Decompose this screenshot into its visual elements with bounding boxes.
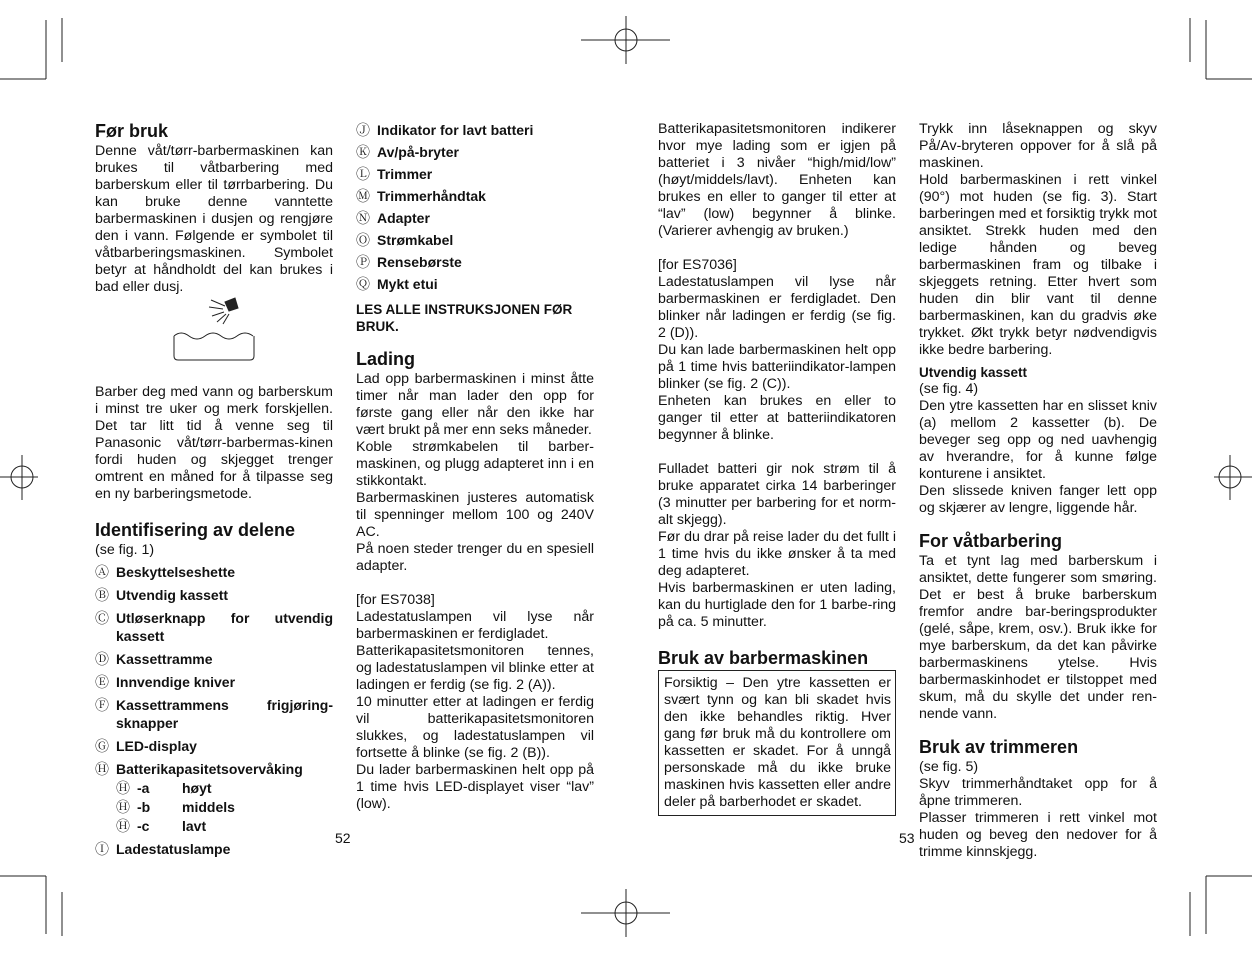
part-subitem: Ⓗ -a høyt xyxy=(116,780,212,796)
part-item: Ⓝ Adapter xyxy=(356,210,430,226)
part-item: Ⓕ Kassettrammens frigjøring-sknapper xyxy=(95,697,333,731)
charging-p4: På noen steder trenger du en spesiell adapter. xyxy=(356,541,594,574)
full-battery-text: Fulladet batteri gir nok strøm til å bruke apparatet cirka 14 barberinger (3 minutter per barbering for et norm-alt skjegg). xyxy=(658,461,896,528)
section-heading-before-use: Før bruk xyxy=(95,121,169,141)
page-number-left: 52 xyxy=(335,830,351,846)
page-number-right: 53 xyxy=(899,830,915,846)
part-item: Ⓙ Indikator for lavt batteri xyxy=(356,122,534,138)
trimmer-p1: Skyv trimmerhåndtaket opp for å åpne trimmeren. xyxy=(919,776,1157,809)
part-item: Ⓓ Kassettramme xyxy=(95,651,213,667)
battery-monitor-text: Batterikapasitetsmonitoren indikerer hvor mye lading som er igjen på batteriet i 3 nivåer “high/mid/low” (høyt/middels/lavt). Enheten kan brukes en eller to ganger til etter at “lav” (low) begynner å blinke. (Varierer avhengig av bruken.) xyxy=(658,121,896,239)
outer-see-fig: (se fig. 4) xyxy=(919,381,979,397)
charging-p1: Lad opp barbermaskinen i minst åtte timer når man lader den opp for første gang eller når den ikke har vært brukt på mer enn seks måneder. xyxy=(356,371,594,438)
column-3 xyxy=(658,121,896,816)
caution-box xyxy=(658,670,896,816)
parts-see-fig: (se fig. 1) xyxy=(95,542,155,558)
part-item: Ⓠ Mykt etui xyxy=(356,276,438,292)
section-heading-trimmer: Bruk av trimmeren xyxy=(919,737,1079,757)
outer-cassette-heading: Utvendig kassett xyxy=(919,365,1028,380)
part-subitem: Ⓗ -c lavt xyxy=(116,818,207,834)
trimmer-see-fig: (se fig. 5) xyxy=(919,759,979,775)
part-item: Ⓖ LED-display xyxy=(95,738,197,754)
es7036-label: [for ES7036] xyxy=(658,257,737,273)
using-p1: Trykk inn låseknappen og skyv På/Av-bryteren oppover for å slå på maskinen. xyxy=(919,121,1157,171)
section-heading-wet: For våtbarbering xyxy=(919,531,1063,551)
part-subitem: Ⓗ -b middels xyxy=(116,799,235,815)
charging-p3: Barbermaskinen justeres automatisk til spenninger mellom 100 og 240V AC. xyxy=(356,490,594,540)
charging-p2: Koble strømkabelen til barber-maskinen, og plugg adapteret inn i en stikkontakt. xyxy=(356,439,594,489)
charging-p8: Du lader barbermaskinen helt opp på 1 time hvis LED-displayet viser “lav” (low). xyxy=(356,762,594,812)
column-2 xyxy=(356,121,594,813)
part-item: Ⓐ Beskyttelseshette xyxy=(95,564,236,580)
before-use-intro: Denne våt/tørr-barbermaskinen kan brukes til våtbarbering med barberskum eller til tørrbarbering. Du kan bruke denne vanntette barbermaskinen i dusjen og rengjøre den i vann. Følgende er symbolet til våtbarberingsmaskinen. Symbolet betyr at håndholdt del kan brukes i bad eller dusj. xyxy=(95,143,333,295)
travel-text: Før du drar på reise lader du det fullt i 1 time hvis du ikke ønsker å ta med deg adapteret. xyxy=(658,529,896,579)
part-item: Ⓚ Av/på-bryter xyxy=(356,144,459,160)
es7036-p2: Ladestatuslampen vil lyse når barbermaskinen er ferdigladet. Den blinker når ladingen er ferdig (se fig. 2 (D)). xyxy=(658,274,896,341)
outer-p1: Den ytre kassetten har en slisset kniv (a) mellom 2 kassetter (b). De beveger seg opp og ned uavhengig av hverandre, for å kunne følge konturene i ansiktet. xyxy=(919,398,1157,482)
wet-p1: Ta et tynt lag med barberskum i ansiktet, dette fungerer som smøring. Det er best å bruke barberskum fremfor andre bar-beringsprodukter (gelé, såpe, krem, osv.). Bruk ikke for mye barberskum, da det kan påvirke barbermaskinens ytelse. Hvis barbermaskinhodet er tilstoppet med skum, må du skylle det under ren-nende vann. xyxy=(919,553,1157,722)
outer-p2: Den slissede kniven fanger lett opp og skjærer av lengre, liggende hår. xyxy=(919,483,1157,516)
column-4 xyxy=(919,121,1157,861)
part-item: Ⓘ Ladestatuslampe xyxy=(95,841,231,857)
es7038-label: [for ES7038] xyxy=(356,592,435,608)
charging-p5: Ladestatuslampen vil lyse når barbermaskinen er ferdigladet. xyxy=(356,609,594,642)
caution-text: Forsiktig – Den ytre kassetten er svært tynn og kan bli skadet hvis den ikke behandles riktig. Hver gang før bruk må du kontrollere om kassetten er skadet. For å unngå personskade må du ikke bruke maskinen hvis kassetten eller andre deler på barberhodet er skadet. xyxy=(664,675,891,810)
trimmer-p2: Plasser trimmeren i rett vinkel mot huden og beveg den nedover for å trimme kinnskjegg. xyxy=(919,810,1157,860)
column-1 xyxy=(95,121,333,863)
charging-p6: Batterikapasitetsmonitoren tennes, og ladestatuslampen vil blinke etter at ladingen er ferdig (se fig. 2 (A)). xyxy=(356,643,594,693)
using-p2: Hold barbermaskinen i rett vinkel (90°) mot huden (se fig. 3). Start barberingen med et forsiktig trykk mot ansiktet. Strekk huden med den ledige hånden og beveg barbermaskinen fram og tilbake i skjeggets retning. Etter hvert som huden din blir vant til denne barbermaskinen, kan du gradvis øke trykket. Økt trykk betyr nødvendigvis ikke bedre barbering. xyxy=(919,172,1157,358)
section-heading-parts: Identifisering av delene xyxy=(95,520,296,540)
charging-p7: 10 minutter etter at ladingen er ferdig vil batterikapasitetsmonitoren slukkes, og ladestatuslampen vil fortsette å blinke (se fig. 2 (B)). xyxy=(356,694,594,761)
section-heading-charging: Lading xyxy=(356,349,415,369)
part-item: Ⓜ Trimmerhåndtak xyxy=(356,188,486,204)
part-item: Ⓔ Innvendige kniver xyxy=(95,674,236,690)
part-item: Ⓞ Strømkabel xyxy=(356,232,454,248)
es7036-p4: Enheten kan brukes en eller to ganger til etter at batteriindikatoren begynner å blinke. xyxy=(658,393,896,443)
quick-charge-text: Hvis barbermaskinen er uten lading, kan du hurtiglade den for 1 barbe-ring på ca. 5 minutter. xyxy=(658,580,896,630)
read-all-notice: LES ALLE INSTRUKSJONEN FØR BRUK. xyxy=(356,302,573,334)
before-use-text2: Barber deg med vann og barberskum i minst tre uker og merk forskjellen. Det tar litt tid å venne seg til Panasonic våt/tørr-barbermas-kinen fordi huden og skjegget trenger omtrent en måned for å tilpasse seg en ny barberingsmetode. xyxy=(95,384,333,502)
es7036-p3: Du kan lade barbermaskinen helt opp på 1 time hvis batteriindikator-lampen blinker (se fig. 2 (C)). xyxy=(658,342,896,392)
part-item: Ⓑ Utvendig kassett xyxy=(95,587,229,603)
part-item: Ⓒ Utløserknapp for utvendig kassett xyxy=(95,610,333,644)
section-heading-using: Bruk av barbermaskinen xyxy=(658,648,869,668)
part-item: Ⓟ Rensebørste xyxy=(356,254,462,270)
shower-bath-icon xyxy=(95,296,333,384)
part-item: Ⓛ Trimmer xyxy=(356,166,433,182)
part-item: Ⓗ Batterikapasitetsovervåking xyxy=(95,761,303,777)
